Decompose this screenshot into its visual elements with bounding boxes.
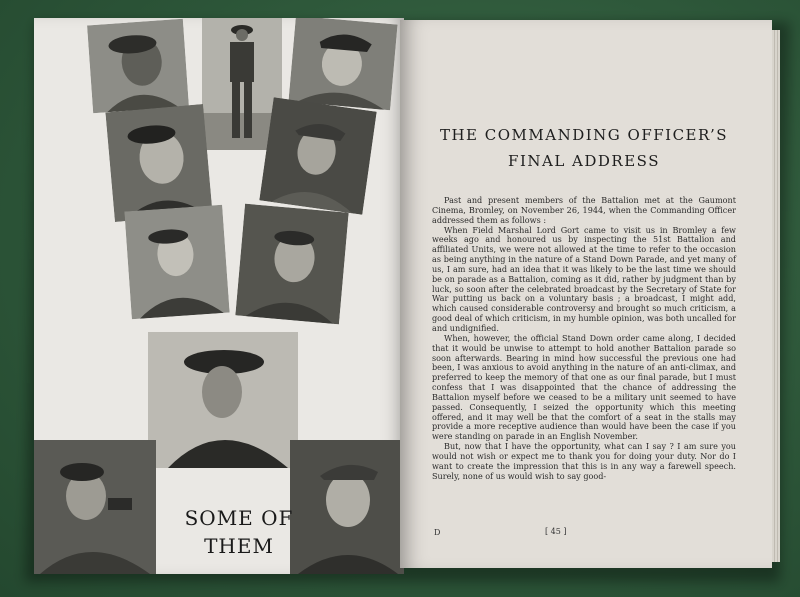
article-title-line-2: FINAL ADDRESS <box>508 152 660 170</box>
left-page <box>34 18 404 574</box>
officer-portrait-image <box>288 18 397 110</box>
right-page <box>400 20 772 568</box>
caption-line-2: THEM <box>204 534 274 558</box>
officer-portrait-image <box>87 19 189 113</box>
helmeted-soldier-image <box>148 332 298 468</box>
soldier-portrait-image <box>124 205 229 320</box>
officer-portrait-image <box>259 97 376 214</box>
soldier-portrait-image <box>105 104 212 222</box>
portrait-photo <box>124 205 229 320</box>
portrait-photo <box>148 332 298 468</box>
soldier-with-binoculars-image <box>34 440 156 574</box>
body-paragraph: But, now that I have the opportunity, what can I say ? I am sure you would not wish or expect me to thank you for doing your duty. Nor do I want to create the impression that this is in any way a farewell speech. Surely, none of us would wish to say good- <box>432 441 736 481</box>
caption-line-1: SOME OF <box>184 506 294 530</box>
collage-caption <box>164 504 314 560</box>
body-paragraph: When, however, the official Stand Down order came along, I decided that it would be unwise to attempt to hold another Battalion parade so soon afterwards. Bearing in mind how successful the previous one had been, I was anxious to avoid anything in the nature of an anti-climax, and preferred to keep the memory of that one as our final parade, but I must confess that I was disappointed that the chance of addressing the Battalion myself before we ceased to be a military unit seemed to have passed. Consequently, I seized the opportunity which this meeting offered, and it may well be that the comfort of a seat in the stalls may provide a more receptive audience than would have been the case if you were standing on parade in an English November. <box>432 332 736 442</box>
article-body <box>432 196 736 481</box>
article-title-line-1: THE COMMANDING OFFICER’S <box>439 126 729 144</box>
portrait-photo <box>288 18 397 110</box>
soldier-portrait-image <box>235 204 348 325</box>
portrait-photo <box>87 19 189 113</box>
body-paragraph: When Field Marshal Lord Gort came to visit us in Bromley a few weeks ago and honoured us by inspecting the 51st Battalion and affiliated Units, we were not allowed at the time to refer to the occasion as being anything in the nature of a Stand Down Parade, and yet many of us, I am sure, had an idea that it was likely to be the last time we should be on parade as a Battalion, coming as it did, rather by judgment than by luck, so soon after the celebrated broadcast by the Secretary of State for War putting us back on a voluntary basis ; a broadcast, I might add, which caused considerable controversy and brought so much criticism, a good deal of which criticism, in my humble opinion, was both uncalled for and undignified. <box>432 224 736 333</box>
portrait-photo <box>105 104 212 222</box>
page-number: [ 45 ] <box>545 527 567 536</box>
body-paragraph: Past and present members of the Battalion met at the Gaumont Cinema, Bromley, on November 26, 1944, when the Commanding Officer addressed them as follows : <box>432 195 736 225</box>
portrait-photo <box>34 440 156 574</box>
signature-mark: D <box>434 528 441 537</box>
portrait-photo <box>235 204 348 325</box>
portrait-photo <box>259 97 376 214</box>
